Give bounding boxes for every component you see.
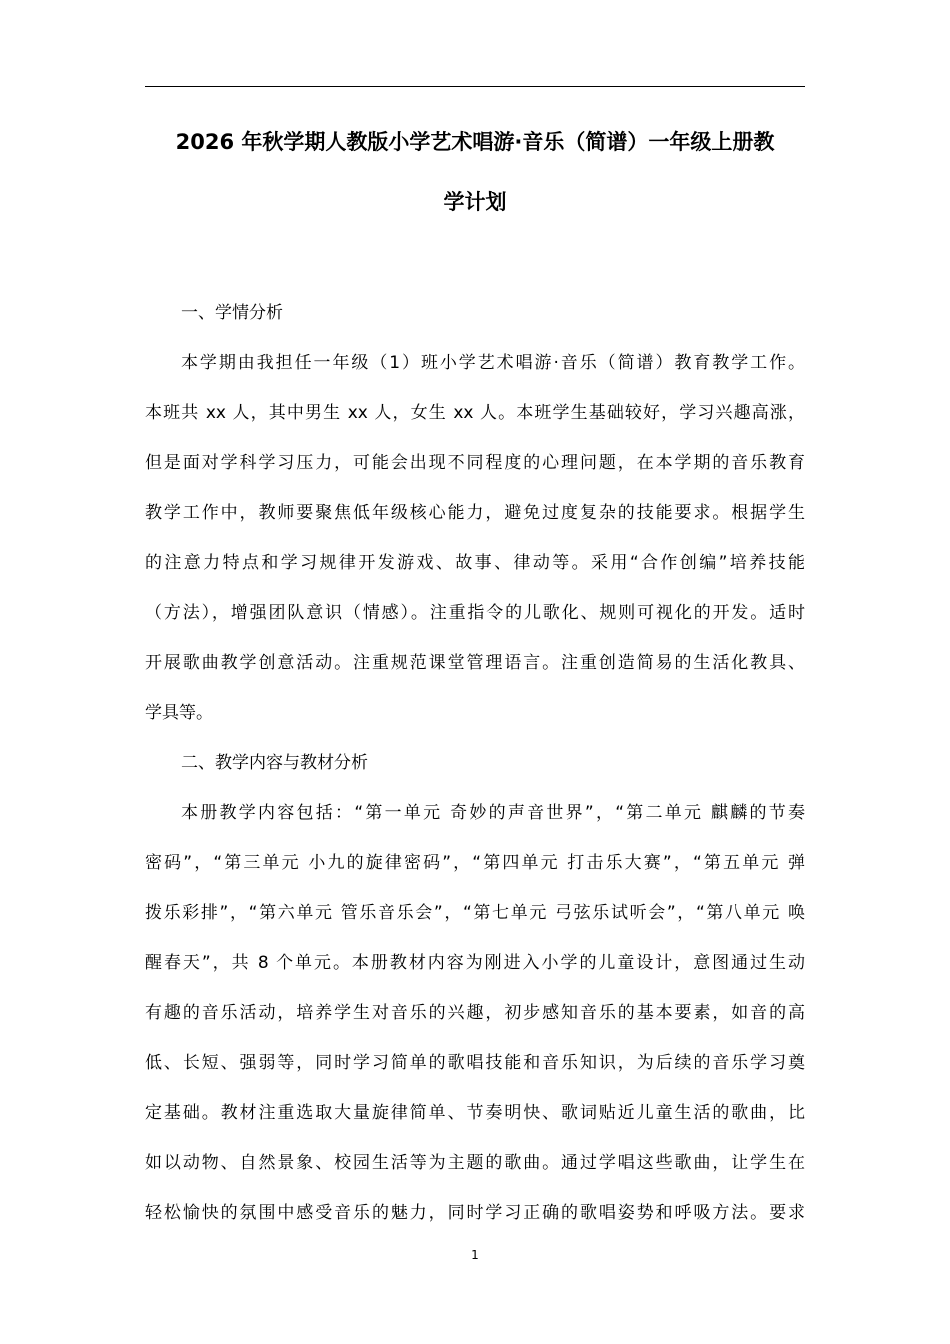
title-line-2: 学计划 [443,190,507,214]
paragraph-line: 定基础。教材注重选取大量旋律简单、节奏明快、歌词贴近儿童生活的歌曲，比 [145,1103,805,1123]
section-heading-content: 二、教学内容与教材分析 [181,753,368,773]
header-rule [145,86,805,87]
paragraph-line: 拨乐彩排”，“第六单元 管乐音乐会”，“第七单元 弓弦乐试听会”，“第八单元 唤 [145,903,805,923]
page-number: 1 [471,1248,479,1262]
paragraph-line: 本册教学内容包括：“第一单元 奇妙的声音世界”，“第二单元 麒麟的节奏 [181,803,805,823]
paragraph-line: 学具等。 [145,703,213,723]
document-body [145,288,805,1238]
paragraph-line: 密码”，“第三单元 小九的旋律密码”，“第四单元 打击乐大赛”，“第五单元 弹 [145,853,805,873]
paragraph-line: 开展歌曲教学创意活动。注重规范课堂管理语言。注重创造简易的生活化教具、 [145,653,805,673]
paragraph-line: 的注意力特点和学习规律开发游戏、故事、律动等。采用“合作创编”培养技能 [145,553,805,573]
section-heading-situation: 一、学情分析 [181,303,283,323]
paragraph-line: 低、长短、强弱等，同时学习简单的歌唱技能和音乐知识，为后续的音乐学习奠 [145,1053,805,1073]
paragraph-line: 本学期由我担任一年级（1）班小学艺术唱游·音乐（简谱）教育教学工作。 [181,353,805,373]
title-line-1: 2026 年秋学期人教版小学艺术唱游·音乐（简谱）一年级上册教 [175,130,775,154]
paragraph-line: 但是面对学科学习压力，可能会出现不同程度的心理问题，在本学期的音乐教育 [145,453,805,473]
paragraph-line: 有趣的音乐活动，培养学生对音乐的兴趣，初步感知音乐的基本要素，如音的高 [145,1003,805,1023]
paragraph-line: （方法），增强团队意识（情感）。注重指令的儿歌化、规则可视化的开发。适时 [145,603,805,623]
paragraph-line: 醒春天”，共 8 个单元。本册教材内容为刚进入小学的儿童设计，意图通过生动 [145,953,805,973]
paragraph-line: 轻松愉快的氛围中感受音乐的魅力，同时学习正确的歌唱姿势和呼吸方法。要求 [145,1203,805,1223]
paragraph-line: 教学工作中，教师要聚焦低年级核心能力，避免过度复杂的技能要求。根据学生 [145,503,805,523]
paragraph-line: 本班共 xx 人，其中男生 xx 人，女生 xx 人。本班学生基础较好，学习兴趣高涨， [145,403,805,423]
document-title [145,112,805,232]
paragraph-line: 如以动物、自然景象、校园生活等为主题的歌曲。通过学唱这些歌曲，让学生在 [145,1153,805,1173]
